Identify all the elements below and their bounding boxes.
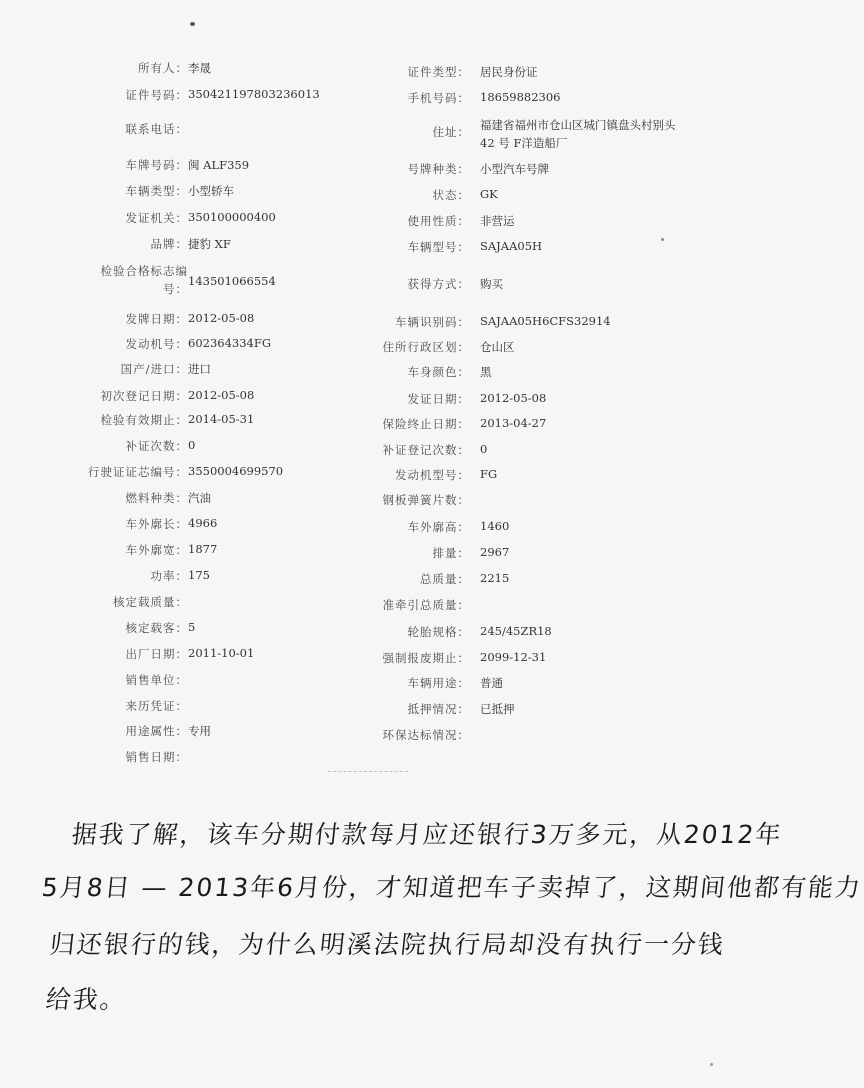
field-label: 发动机号： — [125, 337, 188, 351]
field-value: 4966 — [188, 516, 218, 530]
field-label: 车辆用途： — [407, 676, 470, 690]
field-label: 车辆型号： — [407, 240, 470, 254]
field-value: SAJAA05H — [480, 239, 543, 253]
field-value: 非营运 — [480, 214, 515, 228]
field-label: 环保达标情况： — [382, 728, 470, 742]
field-value: 小型轿车 — [188, 184, 234, 198]
field-label: 来历凭证： — [125, 699, 188, 713]
field-label: 出厂日期： — [125, 647, 188, 661]
field-value: 0 — [188, 438, 196, 452]
field-value: 5 — [188, 620, 196, 634]
field-label: 车辆类型： — [125, 184, 188, 198]
field-value: 0 — [480, 442, 488, 456]
field-label: 发动机型号： — [395, 468, 470, 482]
field-value: 黑 — [480, 365, 492, 379]
field-label: 检验合格标志编号： — [100, 264, 188, 296]
field-label: 补证登记次数： — [382, 443, 470, 457]
field-label: 国产/进口： — [120, 362, 188, 376]
field-label: 初次登记日期： — [100, 389, 188, 403]
field-value: 2967 — [480, 545, 510, 559]
field-label: 功率： — [150, 569, 188, 583]
field-value: 普通 — [480, 676, 503, 690]
field-value: 小型汽车号牌 — [480, 162, 549, 176]
field-label: 用途属性： — [125, 724, 188, 738]
field-value: 福建省福州市仓山区城门镇盘头村别头 42 号 F洋造船厂 — [480, 118, 676, 150]
field-label: 车外廓宽： — [125, 543, 188, 557]
field-label: 住所行政区划： — [382, 340, 470, 354]
field-label: 总质量： — [420, 572, 470, 586]
field-value: 李晟 — [188, 61, 211, 75]
field-value: 1460 — [480, 519, 510, 533]
field-value: 2011-10-01 — [188, 646, 255, 660]
field-value: 2215 — [480, 571, 510, 585]
field-label: 车外廓高： — [407, 520, 470, 534]
scan-speck — [190, 22, 195, 26]
field-value: FG — [480, 467, 498, 481]
field-label: 核定载客： — [125, 621, 188, 635]
field-label: 所有人： — [138, 61, 188, 75]
handwritten-line: 给我。 — [44, 985, 129, 1014]
field-label: 车辆识别码： — [395, 315, 470, 329]
field-value: 购买 — [480, 277, 503, 291]
field-label: 车牌号码： — [125, 158, 188, 172]
field-label: 行驶证证芯编号： — [88, 465, 188, 479]
field-value: 350100000400 — [188, 210, 276, 224]
field-label: 准牵引总质量： — [382, 598, 470, 612]
field-label: 检验有效期止： — [100, 413, 188, 427]
field-value: 350421197803236013 — [188, 87, 320, 101]
field-label: 轮胎规格： — [407, 625, 470, 639]
field-label: 品牌： — [150, 237, 188, 251]
field-label: 手机号码： — [407, 91, 470, 105]
field-label: 销售日期： — [125, 750, 188, 764]
field-label: 强制报废期止： — [382, 651, 470, 665]
field-label: 证件类型： — [407, 65, 470, 79]
field-value: 2013-04-27 — [480, 416, 547, 430]
field-value: 居民身份证 — [480, 65, 538, 79]
field-value: 仓山区 — [480, 340, 515, 354]
field-value: 245/45ZR18 — [480, 624, 552, 638]
handwritten-line: 5月8日 — 2013年6月份，才知道把车子卖掉了，这期间他都有能力 — [40, 873, 864, 902]
field-label: 获得方式： — [407, 277, 470, 291]
field-value: 2014-05-31 — [188, 412, 255, 426]
handwritten-line: 归还银行的钱，为什么明溪法院执行局却没有执行一分钱 — [48, 930, 727, 959]
field-value: 汽油 — [188, 491, 211, 505]
field-value: 175 — [188, 568, 210, 582]
faint-divider — [328, 771, 408, 772]
field-value: 专用 — [188, 724, 211, 738]
field-value: 18659882306 — [480, 90, 561, 104]
field-label: 燃料种类： — [125, 491, 188, 505]
scan-speck — [661, 238, 664, 241]
scan-speck — [710, 1063, 713, 1066]
field-value: 1877 — [188, 542, 218, 556]
field-value: 闽 ALF359 — [188, 158, 250, 172]
field-value: 602364334FG — [188, 336, 272, 350]
field-label: 状态： — [432, 188, 470, 202]
field-value: 2012-05-08 — [188, 311, 255, 325]
field-label: 发证机关： — [125, 211, 188, 225]
field-value: 2099-12-31 — [480, 650, 547, 664]
field-value: SAJAA05H6CFS32914 — [480, 314, 611, 328]
field-label: 使用性质： — [407, 214, 470, 228]
field-value: 捷豹 XF — [188, 237, 231, 251]
field-label: 证件号码： — [125, 88, 188, 102]
field-label: 销售单位： — [125, 673, 188, 687]
field-value: 3550004699570 — [188, 464, 284, 478]
field-value: 进口 — [188, 362, 211, 376]
field-label: 发证日期： — [407, 392, 470, 406]
field-label: 车外廓长： — [125, 517, 188, 531]
field-value: 143501066554 — [188, 274, 276, 288]
field-label: 联系电话： — [125, 122, 188, 136]
field-value: 2012-05-08 — [480, 391, 547, 405]
field-label: 排量： — [432, 546, 470, 560]
field-label: 核定载质量： — [113, 595, 188, 609]
field-label: 住址： — [432, 125, 470, 139]
field-value: GK — [480, 187, 498, 201]
field-label: 号牌种类： — [407, 162, 470, 176]
field-label: 车身颜色： — [407, 365, 470, 379]
field-label: 抵押情况： — [407, 702, 470, 716]
handwritten-line: 据我了解，该车分期付款每月应还银行3万多元，从2012年 — [70, 820, 784, 849]
field-value: 已抵押 — [480, 702, 515, 716]
field-label: 保险终止日期： — [382, 417, 470, 431]
field-label: 发牌日期： — [125, 312, 188, 326]
field-label: 钢板弹簧片数： — [382, 493, 470, 507]
field-label: 补证次数： — [125, 439, 188, 453]
field-value: 2012-05-08 — [188, 388, 255, 402]
